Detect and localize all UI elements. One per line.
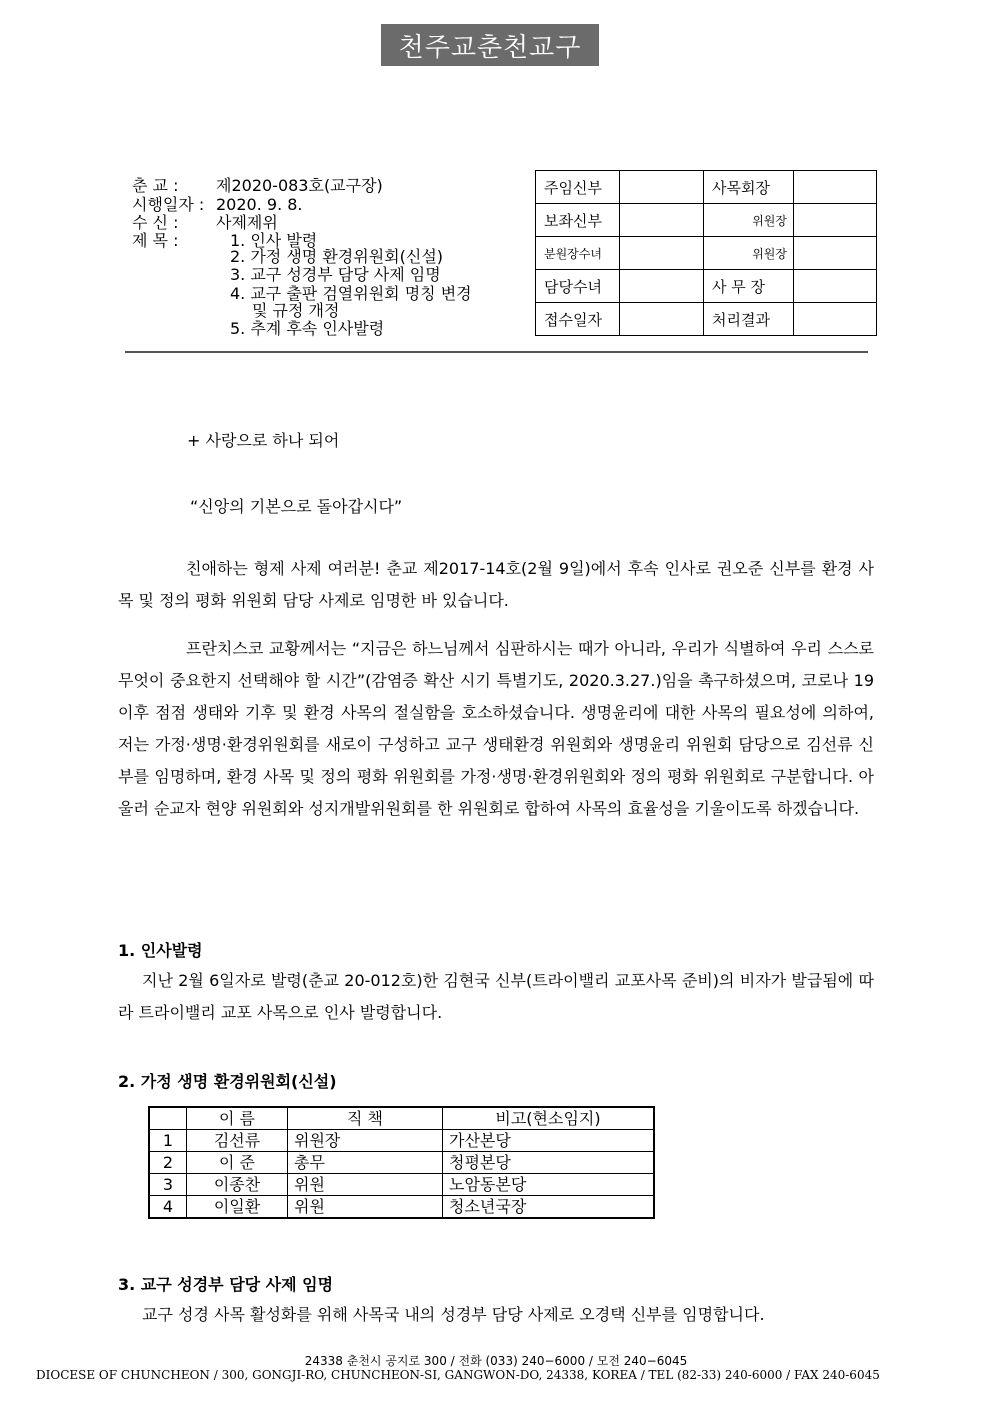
approval-cell: 담당수녀 xyxy=(536,270,620,303)
approval-sign-cell xyxy=(620,303,704,336)
approval-row xyxy=(536,204,877,237)
committee-table xyxy=(148,1106,655,1219)
approval-sign-cell xyxy=(620,171,704,204)
subject-item: 3. 교구 성경부 담당 사제 임명 xyxy=(230,265,441,284)
approval-cell: 위원장 xyxy=(704,237,794,270)
table-header-row xyxy=(149,1107,654,1130)
section-2-title: 2. 가정 생명 환경위원회(신설) xyxy=(118,1072,337,1091)
member-position: 총무 xyxy=(288,1152,443,1174)
date-value: 2020. 9. 8. xyxy=(216,195,303,214)
member-note: 가산본당 xyxy=(443,1130,655,1152)
approval-cell: 주임신부 xyxy=(536,171,620,204)
header-divider xyxy=(125,351,868,353)
section-3-title: 3. 교구 성경부 담당 사제 임명 xyxy=(118,1275,334,1294)
approval-sign-cell xyxy=(794,270,877,303)
member-note: 노암동본당 xyxy=(443,1174,655,1196)
section-1-text: 지난 2월 6일자로 발령(춘교 20-012호)한 김현국 신부(트라이밸리 교포사목 준비)의 비자가 발급됨에 따라 트라이밸리 교포 사목으로 인사 발령합니다. xyxy=(118,971,874,1022)
approval-row xyxy=(536,303,877,336)
subject-item: 2. 가정 생명 환경위원회(신설) xyxy=(230,247,444,266)
approval-sign-cell xyxy=(794,303,877,336)
approval-cell: 접수일자 xyxy=(536,303,620,336)
row-number: 2 xyxy=(149,1152,187,1174)
approval-cell: 보좌신부 xyxy=(536,204,620,237)
approval-cell: 사목회장 xyxy=(704,171,794,204)
footer-address-english: DIOCESE OF CHUNCHEON / 300, GONGJI-RO, CHUNCHEON-SI, GANGWON-DO, 24338, KOREA / TEL (82-33) 240-6000 / FAX 240-6045 xyxy=(36,1368,880,1382)
table-row xyxy=(149,1152,654,1174)
subject-item: 4. 교구 출판 검열위원회 명칭 변경 xyxy=(230,284,472,303)
recipient-row xyxy=(132,213,278,232)
approval-cell: 위원장 xyxy=(704,204,794,237)
approval-cell: 분원장수녀 xyxy=(536,237,620,270)
doc-number-label: 춘 교 : xyxy=(132,176,179,195)
table-row xyxy=(149,1130,654,1152)
doc-number: 제2020-083호(교구장) xyxy=(216,176,383,195)
approval-row xyxy=(536,237,877,270)
table-row xyxy=(149,1174,654,1196)
member-name: 이 준 xyxy=(187,1152,288,1174)
subject-label: 제 목 : xyxy=(132,231,179,250)
date-row xyxy=(132,195,303,214)
row-number: 4 xyxy=(149,1196,187,1219)
letterhead-title: 천주교춘천교구 xyxy=(381,24,599,66)
section-1-title: 1. 인사발령 xyxy=(118,941,203,960)
recipient-label: 수 신 : xyxy=(132,213,179,232)
approval-row xyxy=(536,171,877,204)
footer-address-korean: 24338 춘천시 공지로 300 / 전화 (033) 240−6000 / 모전 240−6045 xyxy=(304,1354,688,1368)
column-header: 비고(현소임지) xyxy=(443,1107,655,1130)
motto: “신앙의 기본으로 돌아갑시다” xyxy=(190,497,403,516)
date-label: 시행일자 : xyxy=(132,195,205,214)
row-number: 3 xyxy=(149,1174,187,1196)
doc-number-row xyxy=(132,176,383,195)
approval-sign-cell xyxy=(794,237,877,270)
member-name: 김선류 xyxy=(187,1130,288,1152)
table-row xyxy=(149,1196,654,1219)
approval-cell: 처리결과 xyxy=(704,303,794,336)
approval-cell: 사 무 장 xyxy=(704,270,794,303)
paragraph-main: 프란치스코 교황께서는 “지금은 하느님께서 심판하시는 때가 아니라, 우리가 식별하여 우리 스스로 무엇이 중요한지 선택해야 할 시간”(감염증 확산 시기 특별기도, 2020.3.27.)임을 촉구하셨으며, 코로나 19 이후 점점 생태와 기후 및 환경 사목의 절실함을 호소하셨습니다. 생명윤리에 대한 사목의 필요성에 의하여, 저는 가정·생명·환경위원회를 새로이 구성하고 교구 생태환경 위원회와 생명윤리 위원회 담당으로 김선류 신부를 임명하며, 환경 사목 및 정의 평화 위원회를 가정·생명·환경위원회와 정의 평화 위원회로 구분합니다. 아울러 순교자 현양 위원회와 성지개발위원회를 한 위원회로 합하여 사목의 효율성을 기울이도록 하겠습니다. xyxy=(118,639,874,818)
paragraph-intro: 친애하는 형제 사제 여러분! 춘교 제2017-14호(2월 9일)에서 후속 인사로 권오준 신부를 환경 사목 및 정의 평화 위원회 담당 사제로 임명한 바 있습니다. xyxy=(118,559,874,610)
greeting: + 사랑으로 하나 되어 xyxy=(187,431,340,450)
approval-sign-cell xyxy=(620,270,704,303)
member-note: 청평본당 xyxy=(443,1152,655,1174)
column-header xyxy=(149,1107,187,1130)
member-position: 위원 xyxy=(288,1196,443,1219)
section-3-text: 교구 성경 사목 활성화를 위해 사목국 내의 성경부 담당 사제로 오경택 신부를 임명합니다. xyxy=(142,1305,765,1324)
approval-row xyxy=(536,270,877,303)
approval-sign-cell xyxy=(794,171,877,204)
member-position: 위원장 xyxy=(288,1130,443,1152)
subject-item: 5. 추계 후속 인사발령 xyxy=(230,319,385,338)
member-note: 청소년국장 xyxy=(443,1196,655,1219)
member-name: 이일환 xyxy=(187,1196,288,1219)
approval-table xyxy=(535,170,877,336)
member-name: 이종찬 xyxy=(187,1174,288,1196)
column-header: 이 름 xyxy=(187,1107,288,1130)
recipient-value: 사제제위 xyxy=(216,213,278,232)
approval-sign-cell xyxy=(794,204,877,237)
subject-row xyxy=(132,231,216,250)
column-header: 직 책 xyxy=(288,1107,443,1130)
approval-sign-cell xyxy=(620,204,704,237)
subject-item: 및 규정 개정 xyxy=(252,301,340,320)
member-position: 위원 xyxy=(288,1174,443,1196)
approval-sign-cell xyxy=(620,237,704,270)
row-number: 1 xyxy=(149,1130,187,1152)
subject-item: 1. 인사 발령 xyxy=(230,231,318,250)
